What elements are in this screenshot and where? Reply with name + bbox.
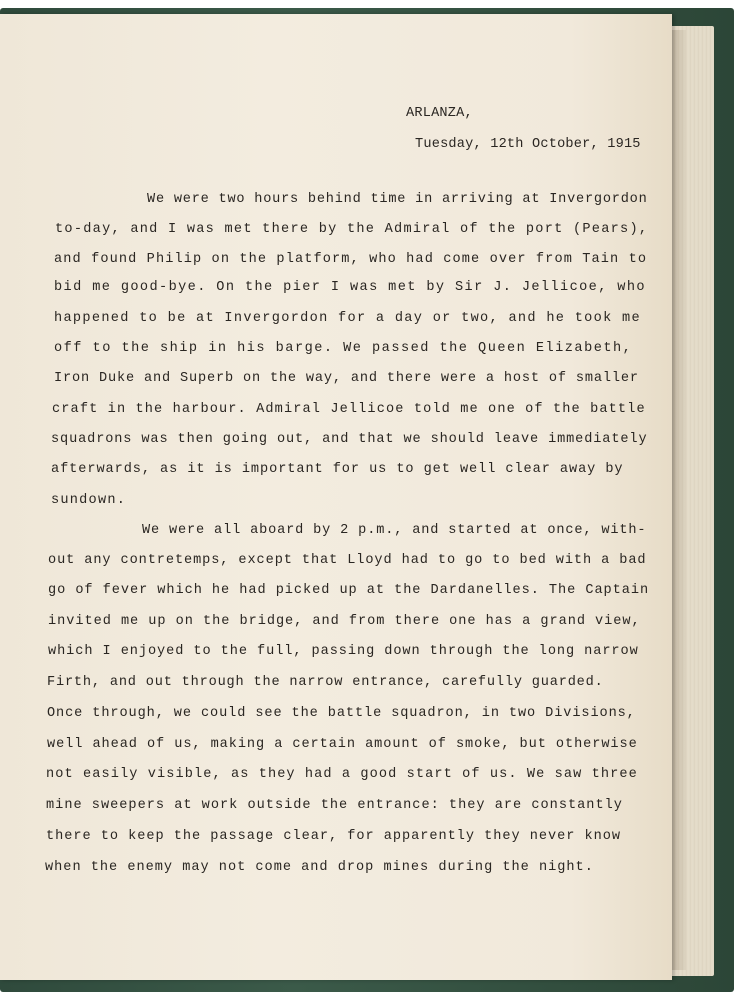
text-line: afterwards, as it is important for us to get well clear away by	[51, 462, 624, 477]
text-line: and found Philip on the platform, who had come over from Tain to	[54, 252, 648, 267]
text-line: Firth, and out through the narrow entrance, carefully guarded.	[47, 675, 604, 690]
typed-page	[0, 14, 672, 980]
text-line: sundown.	[51, 493, 127, 508]
text-line: when the enemy may not come and drop mines during the night.	[45, 860, 594, 875]
ship-name-heading: ARLANZA,	[406, 106, 473, 121]
text-line: bid me good-bye. On the pier I was met by Sir J. Jellicoe, who	[54, 280, 646, 295]
text-line: squadrons was then going out, and that we should leave immediately	[51, 432, 648, 447]
text-line: which I enjoyed to the full, passing down through the long narrow	[48, 644, 639, 659]
text-line: invited me up on the bridge, and from there one has a grand view,	[48, 614, 641, 629]
text-line: out any contretemps, except that Lloyd had to go to bed with a bad	[48, 553, 647, 568]
text-line: well ahead of us, making a certain amount of smoke, but otherwise	[47, 737, 638, 752]
text-line: happened to be at Invergordon for a day or two, and he took me	[54, 311, 641, 326]
text-line: not easily visible, as they had a good start of us. We saw three	[46, 767, 638, 782]
typed-body	[0, 14, 672, 980]
text-line: Iron Duke and Superb on the way, and there were a host of smaller	[54, 371, 639, 386]
text-line: We were two hours behind time in arriving at Invergordon	[147, 192, 648, 207]
text-line: go of fever which he had picked up at the Dardanelles. The Captain	[48, 583, 650, 598]
text-line: We were all aboard by 2 p.m., and started at once, with-	[142, 523, 647, 538]
text-line: there to keep the passage clear, for apparently they never know	[46, 829, 622, 844]
text-line: mine sweepers at work outside the entrance: they are constantly	[46, 798, 623, 813]
date-heading: Tuesday, 12th October, 1915	[415, 137, 641, 152]
text-line: off to the ship in his barge. We passed the Queen Elizabeth,	[54, 341, 633, 356]
text-line: to-day, and I was met there by the Admiral of the port (Pears),	[55, 222, 649, 237]
text-line: craft in the harbour. Admiral Jellicoe told me one of the battle	[52, 402, 646, 417]
text-line: Once through, we could see the battle squadron, in two Divisions,	[47, 706, 636, 721]
